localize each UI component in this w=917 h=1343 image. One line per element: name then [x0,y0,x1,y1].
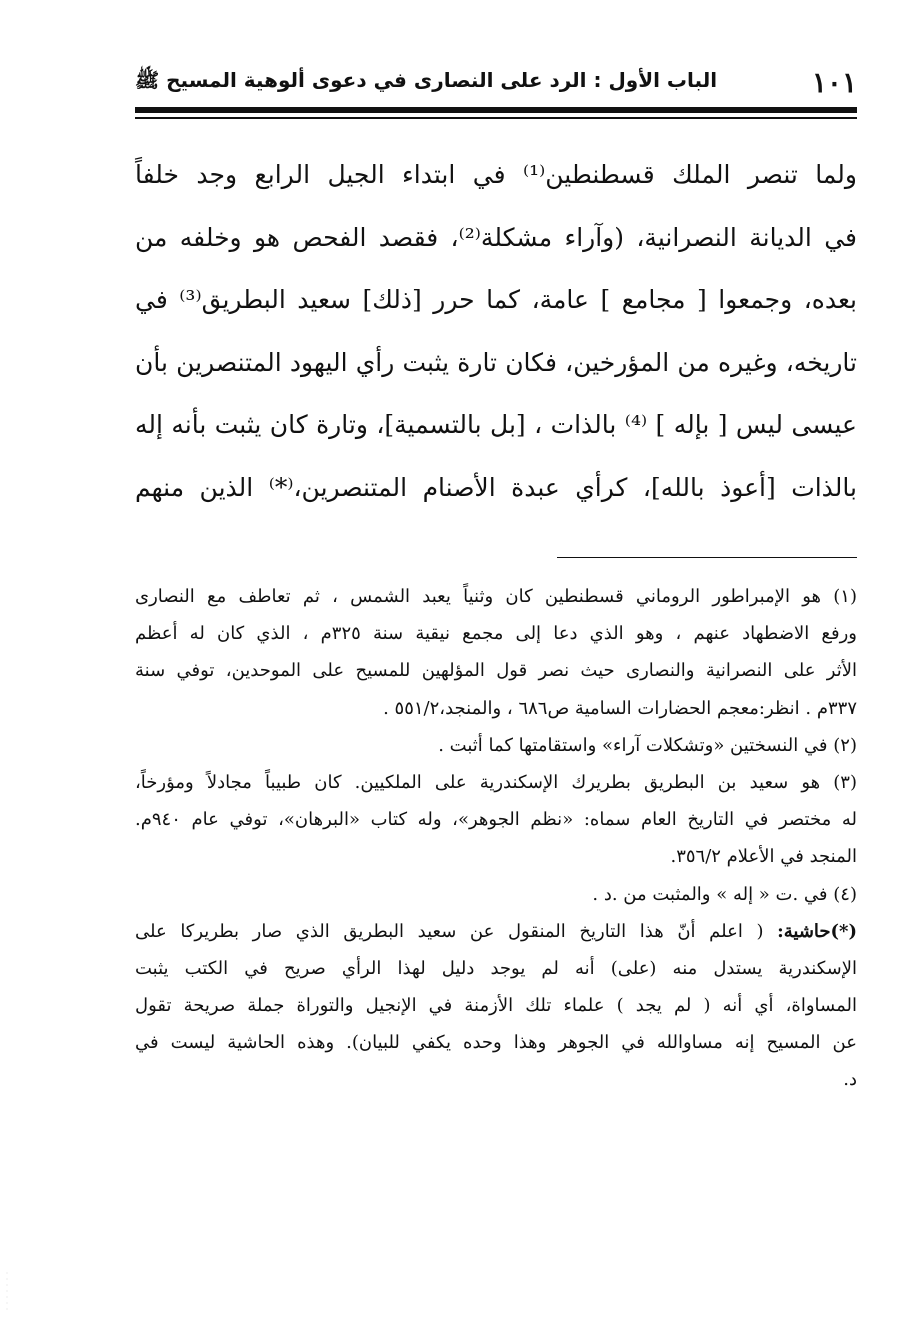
main-text-line: بعده، وجمعوا [ مجامع ] عامة، كما حرر [ذلك] سعيد البطريق⁽³⁾ في [135,285,857,314]
hashiya-first-text: ( اعلم أنّ هذا التاريخ المنقول عن سعيد البطريق الذي صار بطريركا على [135,920,778,942]
main-text-line: ولما تنصر الملك قسطنطين⁽¹⁾ في ابتداء الجيل الرابع وجد خلفاً [135,160,857,189]
footnote-3-line: (٣) هو سعيد بن البطريق بطريرك الإسكندرية على الملكيين. كان طبيباً مجادلاً ومؤرخاً، [135,771,857,793]
footnote-separator [557,557,857,558]
header-rule-thick [135,107,857,113]
footnote-3-line: المنجد في الأعلام ٣٥٦/٢. [670,846,857,868]
hashiya-line: الإسكندرية يستدل منه (على) أنه لم يوجد دليل لهذا الرأي صريح في الكتب يثبت [135,957,857,979]
header-rule-thin [135,117,857,119]
running-title: الباب الأول : الرد على النصارى في دعوى ألوهية المسيح ﷺ [135,68,718,92]
main-text-line: عيسى ليس [ بإله ] ⁽⁴⁾ بالذات ، [بل بالتسمية]، وتارة كان يثبت بأنه إله [135,410,857,439]
footnote-4: (٤) في .ت « إله » والمثبت من .د . [592,883,857,905]
main-text-line: بالذات [أعوذ بالله]، كرأي عبدة الأصنام المتنصرين،⁽*⁾ الذين منهم [135,472,857,502]
footnote-1-line: ورفع الاضطهاد عنهم ، وهو الذي دعا إلى مجمع نيقية سنة ٣٢٥م ، الذي كان له أعظم [135,623,857,645]
hashiya-label: (*)حاشية: [777,920,857,942]
hashiya-line: عن المسيح إنه مساوالله في الجوهر وهذا وحده يكفي للبيان). وهذه الحاشية ليست في [135,1032,857,1054]
main-text-line: تاريخه، وغيره من المؤرخين، فكان تارة يثبت رأي اليهود المتنصرين بأن [135,347,857,377]
hashiya-line [135,913,857,950]
footnote-2: (٢) في النسختين «وتشكلات آراء» واستقامتها كما أثبت . [438,734,857,756]
hashiya-line: د. [843,1069,857,1091]
hashiya-line: المساواة، أي أنه ( لم يجد ) علماء تلك الأزمنة في الإنجيل والتوراة جملة صريحة تقول [135,995,857,1017]
footnote-1-line: الأثر على النصرانية والنصارى حيث نصر قول المؤلهين للمسيح على الموحدين، توفي سنة [135,660,857,682]
footnote-3-line: له مختصر في التاريخ العام سماه: «نظم الجوهر»، وله كتاب «البرهان»، توفي عام ٩٤٠م. [135,809,857,831]
scan-edge-mark [4,1272,10,1312]
main-text [135,146,857,521]
main-text-line: في الديانة النصرانية، (وآراء مشكلة⁽²⁾، فقصد الفحص هو وخلفه من [135,222,857,252]
footnote-1-line: (١) هو الإمبراطور الروماني قسطنطين كان وثنياً يعبد الشمس ، ثم تعاطف مع النصارى [135,586,857,607]
page-header [135,62,857,102]
footnotes [135,578,857,1099]
footnote-1-line: ٣٣٧م . انظر:معجم الحضارات السامية ص٦٨٦ ، والمنجد،٥٥١/٢ . [383,697,857,719]
page-number: ١٠١ [811,66,857,99]
